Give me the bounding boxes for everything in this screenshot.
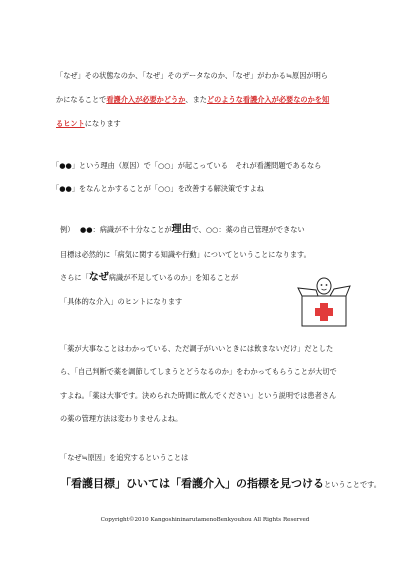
example-line1-b: で、○○：薬の自己管理ができない [191,225,305,234]
para1-red-phrase-1: 看護介入が必要かどうか [106,95,186,104]
copyright-footer: Copyright©2010 KangoshininarutamenoBenkyouhou All Rights Reserved [100,517,310,523]
example-line4: 「具体的な介入」のヒントになります [60,297,183,306]
example-line1 [60,224,305,235]
example-line1-a: ●●：病識が不十分なことが [80,225,172,234]
para1-line3-suffix: になります [84,119,121,128]
para1-red-phrase-2: どのような看護介入が必要なのかを知 [206,95,330,104]
para1-line2-mid: 、また [185,95,207,104]
medicine-box-icon [296,272,352,332]
para2-line2: 「●●」をなんとかすることが「○○」を改善する解決策ですよね [52,184,264,193]
para3-line2: ら、「自己判断で薬を調節してしまうとどうなるのか」をわかってもらうことが大切で [60,367,337,376]
example-label: 例） [60,225,75,234]
example-naze-word: なぜ [88,272,109,283]
para1-line2-prefix: かになることで [56,95,107,104]
closing-headline [60,476,381,492]
para3-line1: 「薬が大事なことはわかっている、ただ調子がいいときには飲まないだけ」だとした [60,344,334,353]
closing-headline-text: 「看護目標」ひいては「看護介入」の指標を見つける [60,477,324,490]
example-line3-b: 病識が不足しているのか」を知ることが [108,273,239,282]
para3-line3: すよね。「薬は大事です。決められた時間に飲んでください」という説明では患者さん [60,391,337,400]
para1-line1: 「なぜ」その状態なのか、「なぜ」そのデータなのか、「なぜ」がわかる≒原因が明ら [56,71,328,80]
example-reason-word: 理由 [171,224,192,235]
example-line2: 目標は必然的に「病気に関する知識や行動」についてということになります。 [60,250,311,259]
para1-line2 [56,94,329,105]
para2-line1: 「●●」という理由（原因）で「○○」が起こっている それが看護問題であるなら [52,161,322,170]
para3-line4: の薬の管理方法は変わりませんよね。 [60,414,183,423]
closing-line1: 「なぜ≒原因」を追究するということは [60,453,189,462]
example-line3-a: さらに「 [60,273,89,282]
para1-line3 [56,118,121,129]
example-line3 [60,272,238,283]
closing-suffix: ということです。 [324,480,381,489]
para1-red-phrase-3: るヒント [56,119,85,128]
